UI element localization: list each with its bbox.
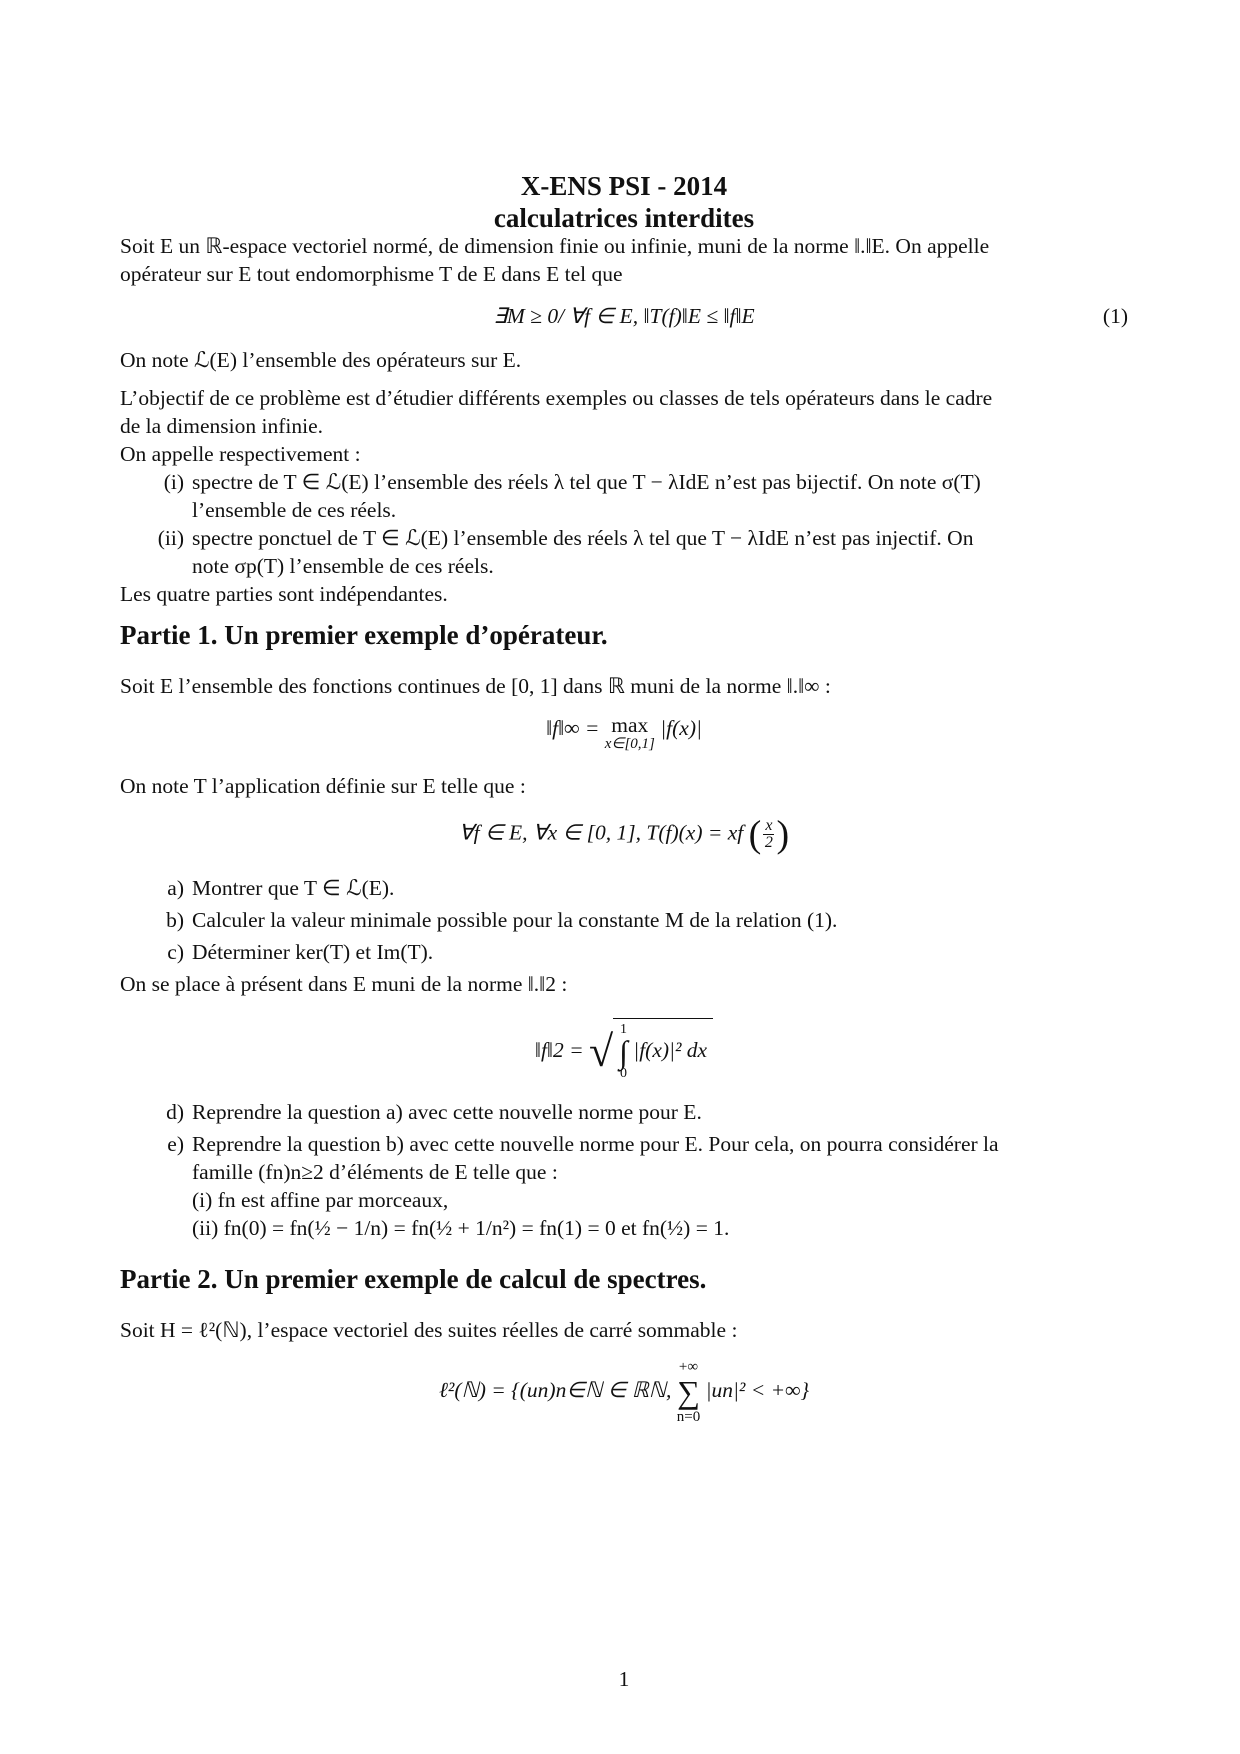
- equation-1-body: ∃M ≥ 0/ ∀f ∈ E, ‖T(f)‖E ≤ ‖f‖E: [493, 304, 755, 328]
- norm-2-lhs: ‖f‖2 =: [534, 1037, 584, 1062]
- question-text: Déterminer ker(T) et Im(T).: [192, 940, 434, 964]
- fraction-denominator: 2: [764, 834, 773, 851]
- T-definition-equation: ∀f ∈ E, ∀x ∈ [0, 1], T(f)(x) = xf ( $\frac{x}{2}$ ): [458, 813, 790, 856]
- integral-upper: 1: [620, 1022, 628, 1037]
- definition-label: (ii): [157, 526, 184, 550]
- l2-lhs: ℓ²(ℕ) = {(un)n∈ℕ ∈ ℝℕ,: [438, 1377, 672, 1402]
- sum-symbol: ∑: [677, 1374, 700, 1410]
- T-definition-fraction: [763, 818, 774, 851]
- sum-operator: [677, 1358, 700, 1426]
- part-1-paragraph-3: On se place à présent dans E muni de la norme ‖.‖2 :: [120, 972, 568, 996]
- part-2-heading: Partie 2. Un premier exemple de calcul de spectres.: [120, 1264, 707, 1294]
- question-e-line-2: famille (fn)n≥2 d’éléments de E telle que :: [192, 1160, 558, 1184]
- questions-block-1: [120, 874, 1128, 966]
- norm-2-sqrt: [613, 1018, 713, 1081]
- document-page: [120, 0, 1128, 1754]
- intro-p3-line-1: L’objectif de ce problème est d’étudier différents exemples ou classes de tels opérateurs dans le cadre: [120, 386, 993, 410]
- integral-body: |f(x)|² dx: [633, 1037, 708, 1062]
- page-number: 1: [618, 1667, 630, 1691]
- T-definition-lhs: ∀f ∈ E, ∀x ∈ [0, 1], T(f)(x) = xf: [458, 820, 744, 845]
- document-title: X-ENS PSI - 2014: [520, 171, 728, 201]
- question-label: c): [167, 940, 184, 964]
- norm-inf-max-op: max: [611, 713, 649, 737]
- question-text: Reprendre la question b) avec cette nouvelle norme pour E. Pour cela, on pourra considérer la: [192, 1132, 999, 1156]
- question-text: Montrer que T ∈ ℒ(E).: [192, 876, 395, 900]
- fraction-numerator: x: [765, 817, 773, 834]
- question-item: [120, 906, 1128, 934]
- norm-2-equation: ‖f‖2 = √ 1 ∫ 0 |f(x)|² dx: [120, 1018, 1128, 1081]
- question-item: [120, 1130, 1128, 1242]
- integral-bounds: [619, 1023, 628, 1081]
- question-e-line-4: (ii) fn(0) = fn(½ − 1/n) = fn(½ + 1/n²) = fn(1) = 0 et fn(½) = 1.: [192, 1216, 730, 1240]
- part-1-heading: Partie 1. Un premier exemple d’opérateur.: [120, 620, 608, 650]
- part-1-paragraph-2: On note T l’application définie sur E telle que :: [120, 774, 526, 798]
- norm-inf-max: [605, 714, 655, 752]
- definition-item: [120, 468, 1128, 524]
- equation-1: [120, 302, 1128, 330]
- question-item: [120, 1098, 1128, 1126]
- questions-block-2: [120, 1098, 1128, 1242]
- intro-p5: Les quatre parties sont indépendantes.: [120, 582, 448, 606]
- intro-paragraph-1: [120, 232, 1128, 288]
- question-label: d): [166, 1100, 184, 1124]
- sum-lower: n=0: [676, 1409, 701, 1425]
- norm-inf-lhs: ‖f‖∞ =: [546, 716, 600, 740]
- part-1-paragraph-1: Soit E l’ensemble des fonctions continues de [0, 1] dans ℝ muni de la norme ‖.‖∞ :: [120, 674, 831, 698]
- document-subtitle: calculatrices interdites: [493, 203, 755, 233]
- question-text: Calculer la valeur minimale possible pour la constante M de la relation (1).: [192, 908, 838, 932]
- intro-p4: On appelle respectivement :: [120, 442, 361, 466]
- l2-definition-equation: [120, 1358, 1128, 1426]
- norm-inf-rhs: |f(x)|: [660, 716, 702, 740]
- definition-line-2: note σp(T) l’ensemble de ces réels.: [192, 554, 494, 578]
- definition-line-2: l’ensemble de ces réels.: [192, 498, 397, 522]
- question-label: e): [167, 1132, 184, 1156]
- integral-lower: 0: [620, 1066, 628, 1081]
- intro-line-1: Soit E un ℝ-espace vectoriel normé, de dimension finie ou infinie, muni de la norme ‖.‖E. On appelle: [120, 234, 990, 258]
- question-text: Reprendre la question a) avec cette nouvelle norme pour E.: [192, 1100, 702, 1124]
- definition-line-1: spectre ponctuel de T ∈ ℒ(E) l’ensemble des réels λ tel que T − λIdE n’est pas injectif. On: [192, 526, 974, 550]
- title-block: [120, 170, 1128, 234]
- norm-inf-equation: [120, 714, 1128, 752]
- question-label: a): [167, 876, 184, 900]
- part-2-paragraph-1: Soit H = ℓ²(ℕ), l’espace vectoriel des suites réelles de carré sommable :: [120, 1318, 738, 1342]
- intro-line-2: opérateur sur E tout endomorphisme T de E dans E tel que: [120, 262, 623, 286]
- intro-p3-line-2: de la dimension infinie.: [120, 414, 324, 438]
- norm-inf-max-sub: x∈[0,1]: [604, 736, 655, 752]
- question-e-line-3: (i) fn est affine par morceaux,: [192, 1188, 449, 1212]
- equation-1-number: (1): [1102, 304, 1128, 328]
- integral-sign: ∫: [619, 1034, 628, 1070]
- definition-line-1: spectre de T ∈ ℒ(E) l’ensemble des réels λ tel que T − λIdE n’est pas bijectif. On note σ(T): [192, 470, 981, 494]
- intro-paragraph-3: [120, 384, 1128, 608]
- sum-upper: +∞: [678, 1359, 699, 1375]
- question-item: [120, 938, 1128, 966]
- definition-item: [120, 524, 1128, 580]
- intro-paragraph-2: On note ℒ(E) l’ensemble des opérateurs sur E.: [120, 348, 522, 372]
- question-item: [120, 874, 1128, 902]
- definition-label: (i): [163, 470, 184, 494]
- question-label: b): [166, 908, 184, 932]
- l2-rhs: |un|² < +∞}: [705, 1377, 810, 1402]
